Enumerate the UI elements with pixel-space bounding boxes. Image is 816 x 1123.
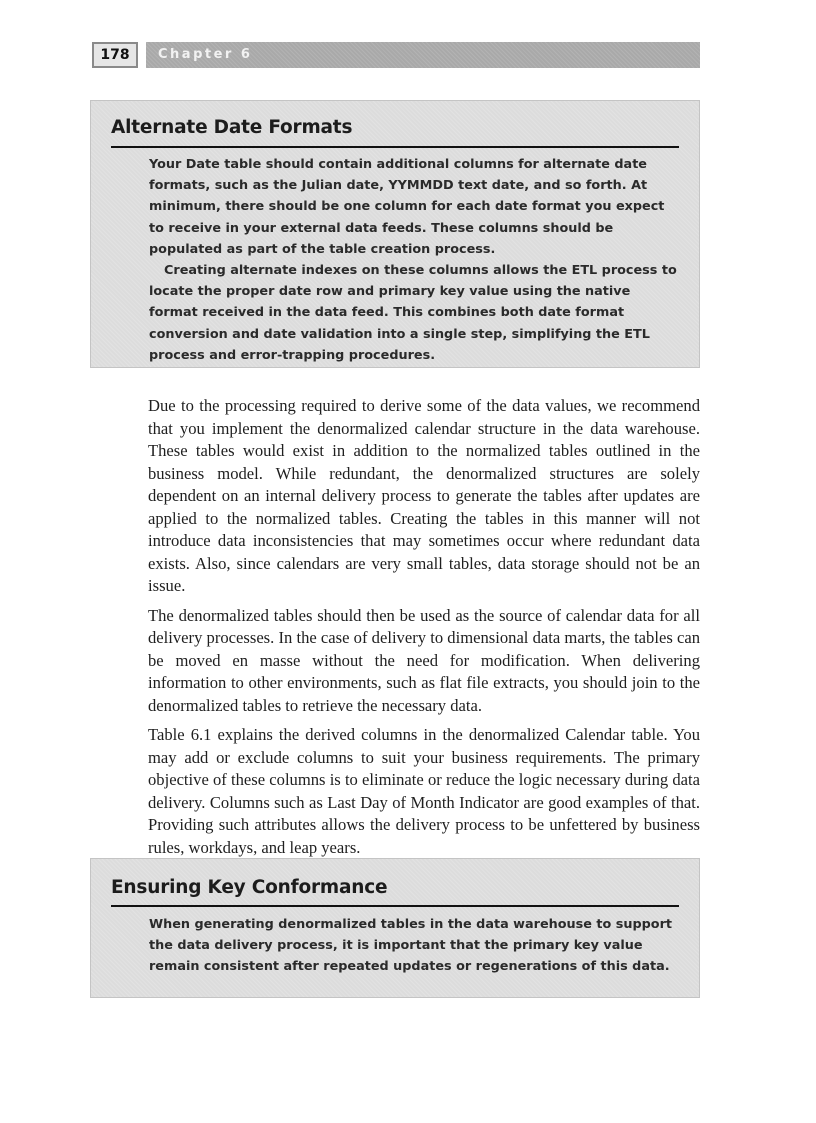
sidebar-paragraph: Your Date table should contain additional columns for alternate date formats, such as the Julian date, YYMMDD text date, and so forth. At minimum, there should be one column for each date format you expect to receive in your external data feeds. These columns should be populated as part of the table creation process.: [149, 157, 665, 257]
sidebar-title-rule: [111, 905, 679, 907]
sidebar-paragraph: Creating alternate indexes on these columns allows the ETL process to locate the proper date row and primary key value using the native format received in the data feed. This combines both date format conversion and date validation into a single step, simplifying the ETL process and error-trapping procedures.: [149, 263, 677, 363]
sidebar-title: Ensuring Key Conformance: [111, 877, 388, 898]
sidebar-body: [149, 914, 683, 978]
body-paragraph: Due to the processing required to derive some of the data values, we recommend that you implement the denormalized calendar structure in the data warehouse. These tables would exist in addition to the normalized tables outlined in the business model. While redundant, the denormalized structures are solely dependent on an internal delivery process to generate the tables after updates are applied to the normalized tables. Creating the tables in this manner will not introduce data inconsistencies that may sometimes occur where redundant data exists. Also, since calendars are very small tables, data storage should not be an issue.: [148, 396, 700, 595]
body-paragraph: Table 6.1 explains the derived columns in the denormalized Calendar table. You may add or exclude columns to suit your business requirements. The primary objective of these columns is to eliminate or reduce the logic necessary during data delivery. Columns such as Last Day of Month Indicator are good examples of that. Providing such attributes allows the delivery process to be unfettered by business rules, workdays, and leap years.: [148, 725, 700, 857]
chapter-bar: [146, 42, 700, 68]
body-paragraph: The denormalized tables should then be used as the source of calendar data for all delivery processes. In the case of delivery to dimensional data marts, the tables can be moved en masse without the need for modification. When delivering information to other environments, such as flat file extracts, you should join to the denormalized tables to retrieve the necessary data.: [148, 605, 700, 715]
sidebar-alternate-date-formats: [90, 100, 700, 368]
sidebar-paragraph: When generating denormalized tables in the data warehouse to support the data delivery process, it is important that the primary key value remain consistent after repeated updates or regenerations of this data.: [149, 917, 673, 975]
sidebar-ensuring-key-conformance: [90, 858, 700, 998]
main-body-text: [148, 395, 700, 866]
sidebar-title: Alternate Date Formats: [111, 117, 353, 138]
chapter-label: Chapter 6: [158, 47, 253, 62]
sidebar-title-rule: [111, 146, 679, 148]
page-number: 178: [92, 42, 138, 68]
sidebar-body: [149, 154, 683, 366]
running-header: [92, 42, 700, 68]
